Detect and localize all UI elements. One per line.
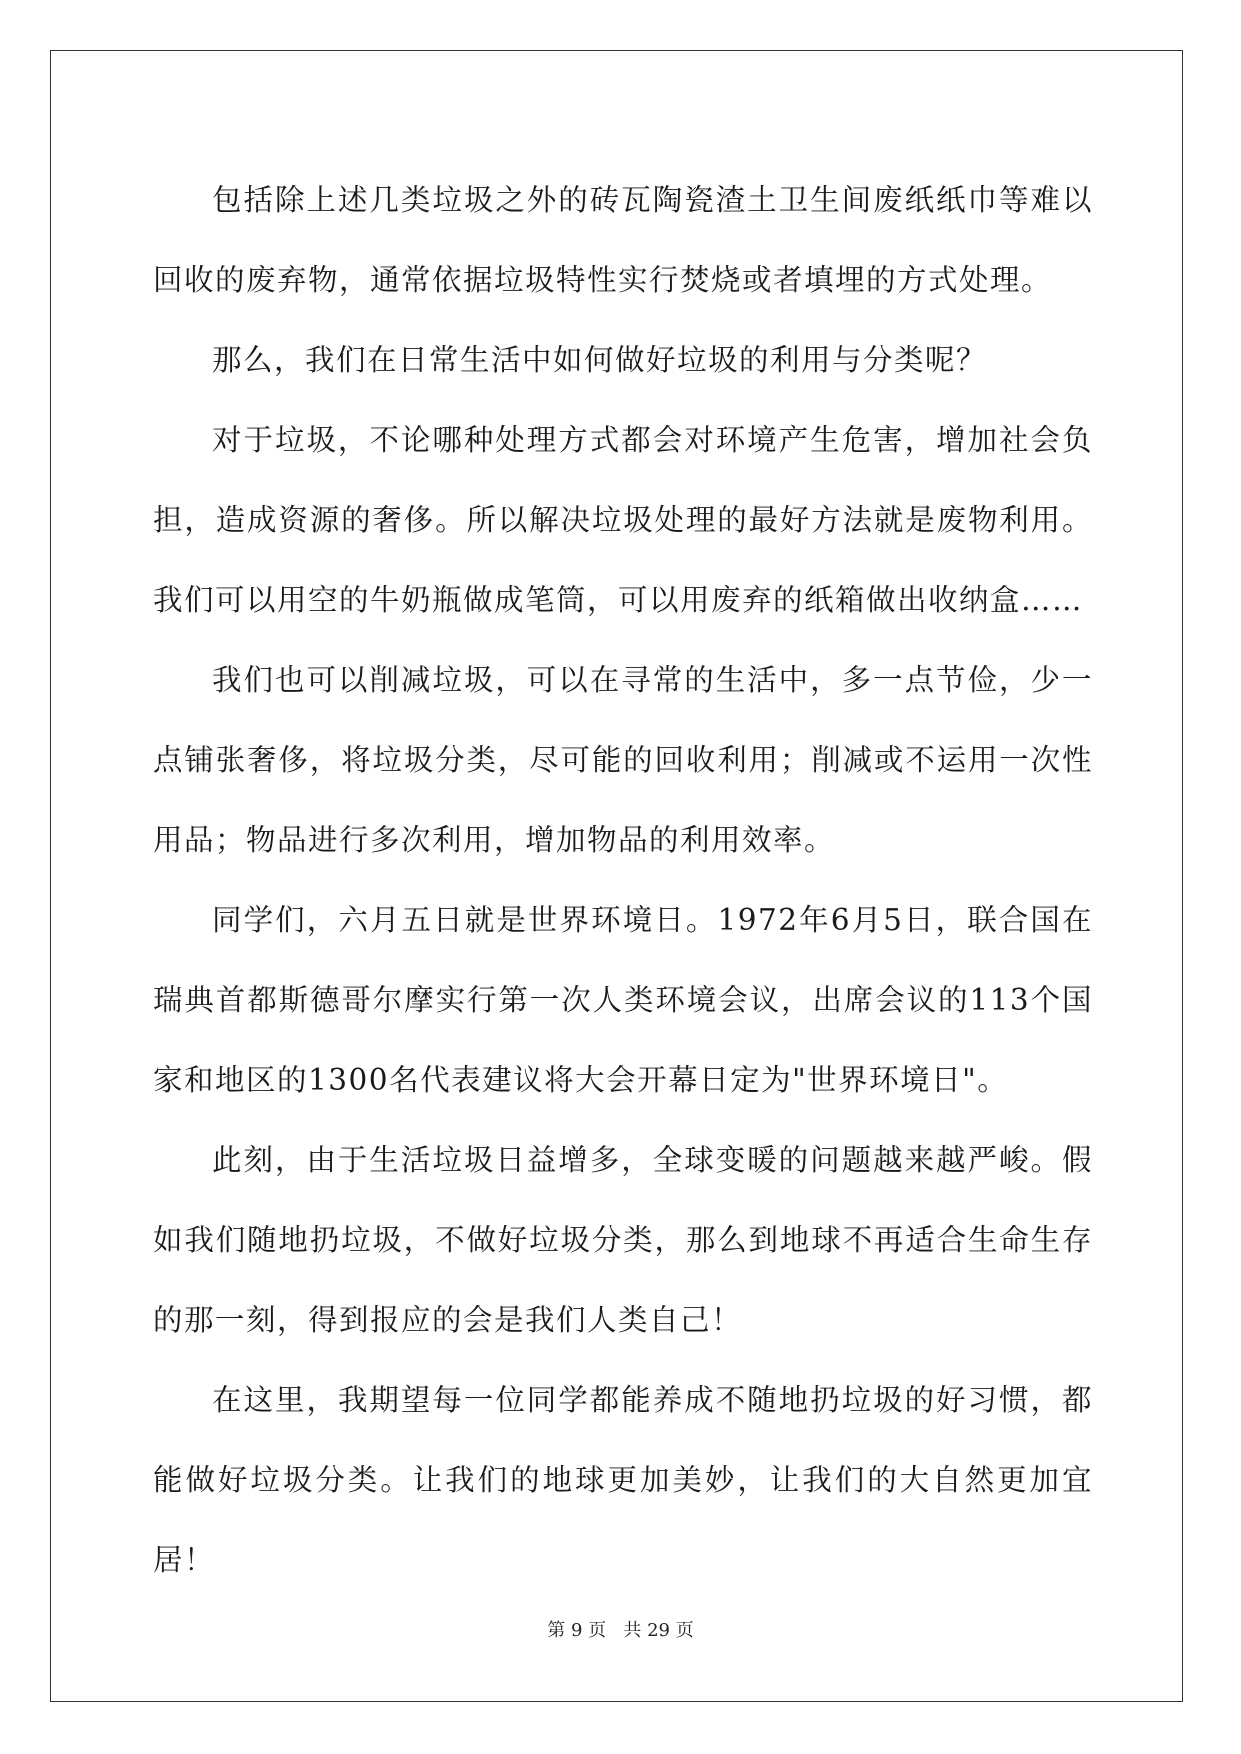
page-footer [0, 1616, 1241, 1642]
total-pages: 共 29 页 [623, 1620, 694, 1641]
paragraph: 对于垃圾，不论哪种处理方式都会对环境产生危害，增加社会负担，造成资源的奢侈。所以解决垃圾处理的最好方法就是废物利用。我们可以用空的牛奶瓶做成笔筒，可以用废弃的纸箱做出收纳盒…… [153, 423, 1093, 617]
paragraph: 同学们，六月五日就是世界环境日。1972年6月5日，联合国在瑞典首都斯德哥尔摩实行第一次人类环境会议，出席会议的113个国家和地区的1300名代表建议将大会开幕日定为"世界环境日"。 [153, 903, 1093, 1097]
paragraph: 在这里，我期望每一位同学都能养成不随地扔垃圾的好习惯，都能做好垃圾分类。让我们的地球更加美妙，让我们的大自然更加宜居！ [153, 1383, 1093, 1577]
paragraph: 那么，我们在日常生活中如何做好垃圾的利用与分类呢？ [212, 343, 988, 377]
paragraph: 我们也可以削减垃圾，可以在寻常的生活中，多一点节俭，少一点铺张奢侈，将垃圾分类，尽可能的回收利用；削减或不运用一次性用品；物品进行多次利用，增加物品的利用效率。 [153, 663, 1093, 857]
paragraph: 包括除上述几类垃圾之外的砖瓦陶瓷渣土卫生间废纸纸巾等难以回收的废弃物，通常依据垃圾特性实行焚烧或者填埋的方式处理。 [153, 183, 1093, 297]
page-number: 第 9 页 [547, 1620, 607, 1641]
document-body [153, 160, 1093, 1600]
paragraph: 此刻，由于生活垃圾日益增多，全球变暖的问题越来越严峻。假如我们随地扔垃圾，不做好垃圾分类，那么到地球不再适合生命生存的那一刻，得到报应的会是我们人类自己！ [153, 1143, 1093, 1337]
